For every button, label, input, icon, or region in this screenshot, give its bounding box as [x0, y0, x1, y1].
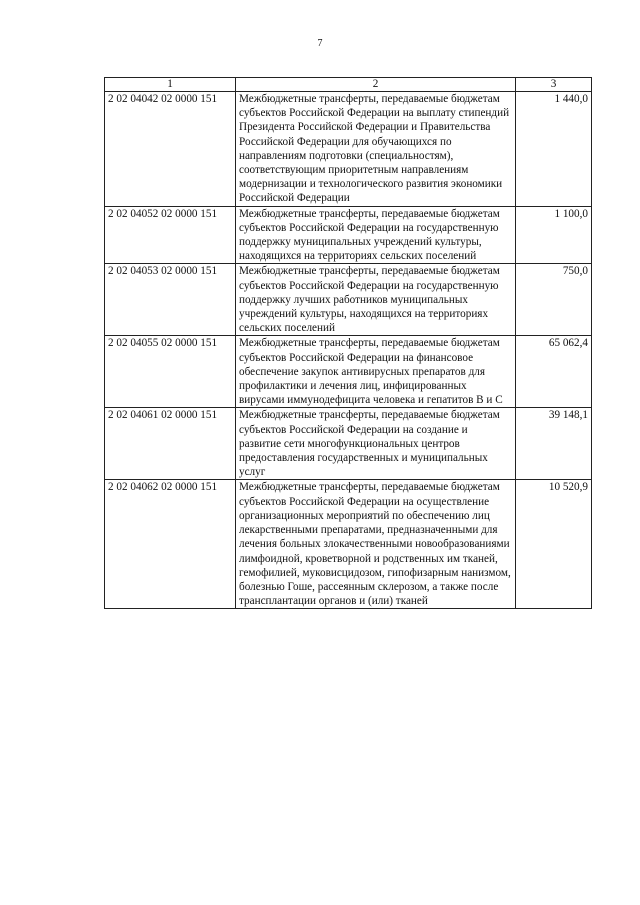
table-row [105, 336, 592, 408]
header-cell-description: 2 [236, 78, 516, 92]
header-row [105, 78, 592, 92]
budget-table [104, 77, 592, 609]
description-cell: Межбюджетные трансферты, передаваемые бюджетам субъектов Российской Федерации на государственную поддержку муниципальных учреждений культуры, находящихся на территориях сельских поселений [236, 206, 516, 264]
amount-cell: 1 100,0 [516, 206, 592, 264]
table-row [105, 92, 592, 207]
amount-cell: 1 440,0 [516, 92, 592, 207]
header-cell-code: 1 [105, 78, 236, 92]
code-cell: 2 02 04062 02 0000 151 [105, 480, 236, 609]
page-number: 7 [317, 38, 323, 49]
code-cell: 2 02 04061 02 0000 151 [105, 408, 236, 480]
description-cell: Межбюджетные трансферты, передаваемые бюджетам субъектов Российской Федерации на государственную поддержку лучших работников муниципальных учреждений культуры, находящихся на территориях сельских поселений [236, 264, 516, 336]
amount-cell: 750,0 [516, 264, 592, 336]
header-cell-amount: 3 [516, 78, 592, 92]
description-cell: Межбюджетные трансферты, передаваемые бюджетам субъектов Российской Федерации на выплату стипендий Президента Российской Федерации и Правительства Российской Федерации для обучающихся по направлениям подготовки (специальностям), соответствующим приоритетным направлениям модернизации и технологического развития экономики Российской Федерации [236, 92, 516, 207]
table-row [105, 480, 592, 609]
table-row [105, 408, 592, 480]
amount-cell: 10 520,9 [516, 480, 592, 609]
code-cell: 2 02 04052 02 0000 151 [105, 206, 236, 264]
amount-cell: 65 062,4 [516, 336, 592, 408]
code-cell: 2 02 04042 02 0000 151 [105, 92, 236, 207]
code-cell: 2 02 04053 02 0000 151 [105, 264, 236, 336]
description-cell: Межбюджетные трансферты, передаваемые бюджетам субъектов Российской Федерации на финансовое обеспечение закупок антивирусных препаратов для профилактики и лечения лиц, инфицированных вирусами иммунодефицита человека и гепатитов В и С [236, 336, 516, 408]
amount-cell: 39 148,1 [516, 408, 592, 480]
table-row [105, 264, 592, 336]
table-row [105, 206, 592, 264]
code-cell: 2 02 04055 02 0000 151 [105, 336, 236, 408]
description-cell: Межбюджетные трансферты, передаваемые бюджетам субъектов Российской Федерации на осуществление организационных мероприятий по обеспечению лиц лекарственными препаратами, предназначенными для лечения больных злокачественными новообразованиями лимфоидной, кроветворной и родственных им тканей, гемофилией, муковисцидозом, гипофизарным нанизмом, болезнью Гоше, рассеянным склерозом, а также после трансплантации органов и (или) тканей [236, 480, 516, 609]
description-cell: Межбюджетные трансферты, передаваемые бюджетам субъектов Российской Федерации на создание и развитие сети многофункциональных центров предоставления государственных и муниципальных услуг [236, 408, 516, 480]
